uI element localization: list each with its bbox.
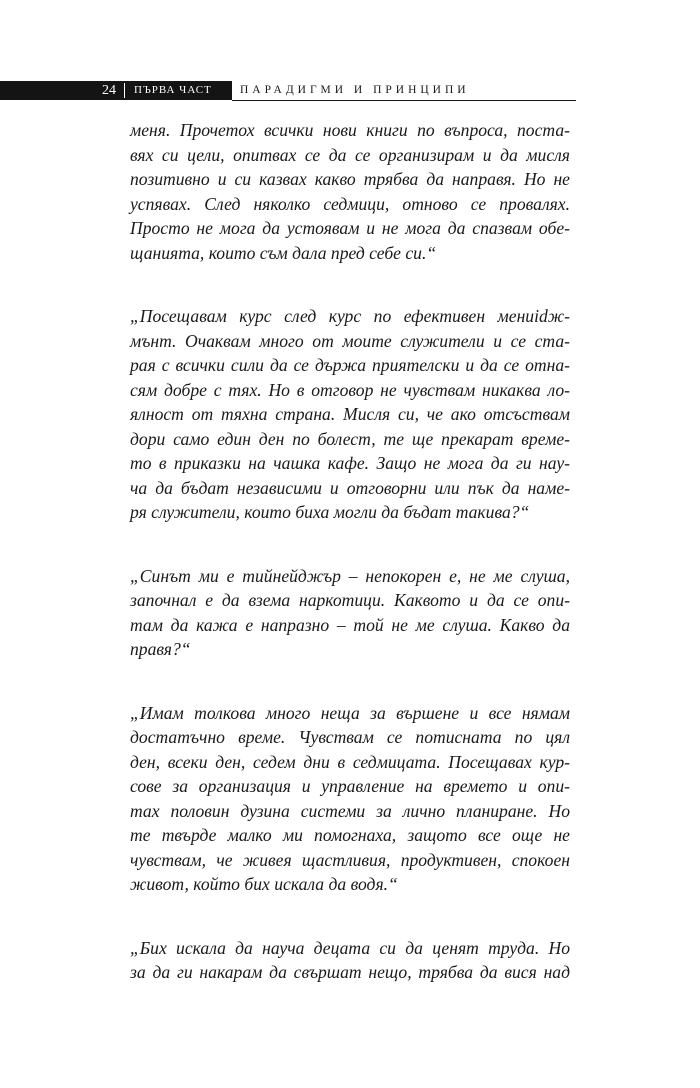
text-line: позитивно и си казвах какво трябва да направя. Но не (130, 169, 570, 189)
text-line: Просто не мога да устоявам и не мога да спазвам обе- (130, 218, 570, 238)
text-line: меня. Прочетох всички нови книги по въпроса, поста- (130, 120, 570, 140)
text-line: те твърде малко ми помогнаха, защото все още не (130, 825, 570, 845)
text-line: дори само един ден по болест, те ще прекарат време- (130, 428, 570, 449)
paragraph (130, 701, 570, 897)
paragraph (130, 118, 570, 265)
text-line: сям добре с тях. Но в отговор не чувствам никаква ло- (130, 379, 570, 400)
header-divider (124, 83, 125, 98)
text-line: правя?“ (130, 639, 191, 659)
text-line: щанията, които съм дала пред себе си.“ (130, 242, 437, 263)
paragraph (130, 936, 570, 985)
text-line: ден, всеки ден, седем дни в седмицата. Посещавах кур- (130, 751, 570, 772)
text-line: вях си цели, опитвах се да се организирам и да мисля (130, 144, 570, 165)
paragraph (130, 304, 570, 525)
text-line: успявах. След няколко седмици, отново се провалях. (130, 193, 570, 214)
header-rule (232, 100, 576, 101)
text-line: сове за организация и управление на времето и опи- (130, 776, 570, 796)
text-line: „Имам толкова много неща за вършене и все нямам (130, 702, 570, 723)
text-line: живот, който бих искала да водя.“ (130, 874, 398, 894)
paragraph (130, 564, 570, 662)
page-number: 24 (102, 83, 116, 98)
text-line: чувствам, че живея щастливия, продуктивен, спокоен (130, 849, 570, 870)
section-title: ПАРАДИГМИ И ПРИНЦИПИ (240, 84, 470, 96)
text-line: ча да бъдат независими и отговорни или пък да наме- (130, 477, 570, 498)
text-line: рая с всички сили да се държа приятелски и да се отна- (130, 355, 570, 375)
text-line: за да ги накарам да свършат нещо, трябва да вися над (130, 962, 570, 982)
part-label: ПЪРВА ЧАСТ (134, 84, 212, 96)
text-line: ялност от тяхна страна. Мисля си, че ако отсъствам (130, 404, 570, 424)
text-line: мънт. Очаквам много от моите служители и се ста- (130, 330, 570, 351)
text-line: „Бих искала да науча децата си да ценят труда. Но (130, 937, 570, 958)
text-line: „Посещавам курс след курс по ефективен мениidж- (130, 306, 570, 326)
text-line: започнал е да взема наркотици. Каквото и да се опи- (130, 590, 570, 610)
text-line: то в приказки на чашка кафе. Защо не мога да ги нау- (130, 453, 570, 473)
text-line: достатъчно време. Чувствам се потисната по цял (130, 727, 570, 747)
text-line: „Синът ми е тийнейджър – непокорен е, не ме слуша, (130, 565, 570, 586)
text-line: тах половин дузина системи за лично планиране. Но (130, 800, 570, 821)
body-text (130, 118, 570, 1024)
text-line: там да кажа е напразно – той не ме слуша. Какво да (130, 614, 570, 635)
text-line: ря служители, които биха могли да бъдат такива?“ (130, 502, 530, 522)
